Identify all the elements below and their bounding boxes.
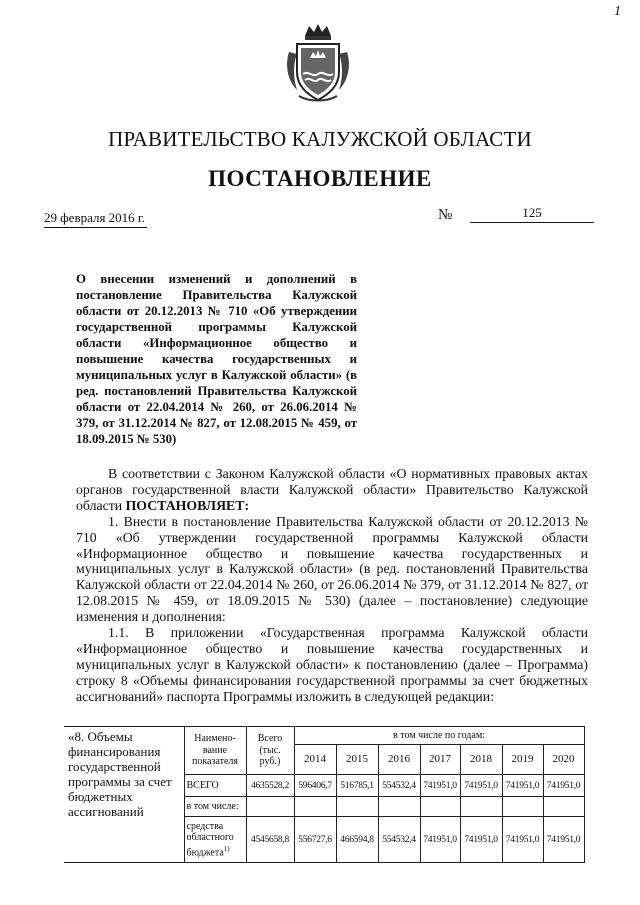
- cell-total: 4635528,2: [246, 775, 294, 797]
- paragraph-preamble: [76, 466, 588, 514]
- header-year: 2019: [502, 745, 543, 775]
- header-year: 2015: [336, 745, 378, 775]
- cell-value: 741951,0: [420, 775, 460, 797]
- coat-of-arms-emblem: [283, 22, 353, 104]
- document-date: 29 февраля 2016 г.: [44, 210, 147, 228]
- footnote-mark: 1): [223, 844, 230, 853]
- document-subject: О внесении изменений и дополнений в постановление Правительства Калужской области от 20.12.2013 № 710 «Об утверждении государственной программы Калужской области «Информационное общество и повышение качества государственных и муниципальных услуг в Калужской области» (в ред. постановлений Правительства Калужской области от 22.04.2014 № 260, от 26.06.2014 № 379, от 31.12.2014 № 827, от 12.08.2015 № 459, от 18.09.2015 № 530): [76, 272, 357, 446]
- row-label-text: средства областного бюджета: [186, 820, 234, 858]
- header-total: Всего (тыс. руб.): [246, 727, 294, 775]
- header-year: 2018: [460, 745, 502, 775]
- cell-value: 554532,4: [378, 775, 420, 797]
- page-number: 1: [614, 4, 621, 19]
- number-underline: [470, 222, 594, 223]
- paragraph-item-1: 1. Внести в постановление Правительства Калужской области от 20.12.2013 № 710 «Об утверждении государственной программы Калужской области «Информационное общество и повышение качества государственных и муниципальных услуг в Калужской области» (в ред. постановлений Правительства Калужской области от 22.04.2014 № 260, от 26.06.2014 № 379, от 31.12.2014 № 827, от 12.08.2015 № 459, от 18.09.2015 № 530) (далее – постановление) следующие изменения и дополнения:: [76, 513, 588, 625]
- document-body: [76, 466, 588, 705]
- cell-value: 466594,8: [336, 817, 378, 863]
- header-year: 2017: [420, 745, 460, 775]
- header-year: 2014: [294, 745, 336, 775]
- header-year: 2020: [543, 745, 584, 775]
- document-number: 125: [522, 205, 542, 220]
- cell-value: 554532,4: [378, 817, 420, 863]
- table-left-label: «8. Объемы финансирования государственной программы за счет бюджетных ассигнований: [64, 727, 184, 863]
- cell-value: 741951,0: [460, 817, 502, 863]
- document-type: ПОСТАНОВЛЕНИЕ: [208, 166, 432, 191]
- cell-value: 741951,0: [460, 775, 502, 797]
- cell-value: 556727,6: [294, 817, 336, 863]
- paragraph-item-1-1: 1.1. В приложении «Государственная программа Калужской области «Информационное общество и повышение качества государственных и муниципальных услуг в Калужской области» к постановлению (далее – Программа) строку 8 «Объемы финансирования государственной программы за счет бюджетных ассигнований» паспорта Программы изложить в следующей редакции:: [76, 625, 588, 704]
- preamble-text: В соответствии с Законом Калужской области «О нормативных правовых актах органов государственной власти Калужской области» Правительство Калужской области: [76, 466, 588, 513]
- cell-value: 516785,1: [336, 775, 378, 797]
- cell-value: 596406,7: [294, 775, 336, 797]
- header-by-years: в том числе по годам:: [294, 727, 584, 745]
- number-label: №: [438, 207, 453, 223]
- financing-table: [64, 726, 585, 863]
- cell-total: 4545658,8: [246, 817, 294, 863]
- row-label: в том числе:: [184, 797, 246, 817]
- resolves-keyword: ПОСТАНОВЛЯЕТ:: [125, 497, 250, 513]
- cell-value: 741951,0: [420, 817, 460, 863]
- header-indicator-name: Наимено-вание показателя: [184, 727, 246, 775]
- cell-value: 741951,0: [502, 817, 543, 863]
- row-label: ВСЕГО: [184, 775, 246, 797]
- cell-value: 741951,0: [543, 775, 584, 797]
- row-label: [184, 817, 246, 863]
- government-title: ПРАВИТЕЛЬСТВО КАЛУЖСКОЙ ОБЛАСТИ: [108, 127, 532, 151]
- cell-value: 741951,0: [502, 775, 543, 797]
- cell-value: 741951,0: [543, 817, 584, 863]
- header-year: 2016: [378, 745, 420, 775]
